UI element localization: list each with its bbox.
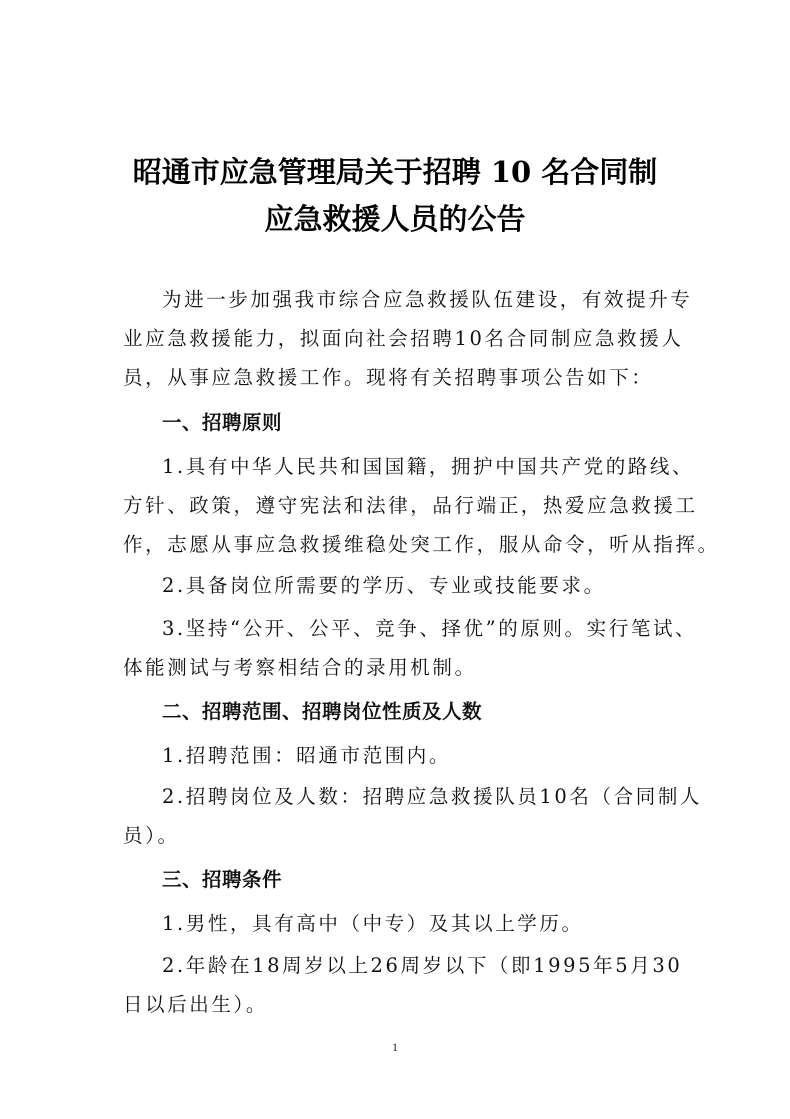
section-heading: 二、招聘范围、招聘岗位性质及人数 <box>162 700 483 723</box>
intro-line: 员，从事应急救援工作。现将有关招聘事项公告如下： <box>123 366 654 389</box>
paragraph-line: 员）。 <box>123 824 180 847</box>
section-heading: 三、招聘条件 <box>162 868 283 891</box>
paragraph-line: 1.具有中华人民共和国国籍，拥护中国共产党的路线、 <box>162 455 695 478</box>
paragraph-line: 1.招聘范围：昭通市范围内。 <box>162 744 452 767</box>
paragraph-line: 2.具备岗位所需要的学历、专业或技能要求。 <box>162 574 606 597</box>
document-title-line-1: 昭通市应急管理局关于招聘 10 名合同制 <box>132 155 658 189</box>
paragraph-line: 3.坚持“公开、公平、竞争、择优”的原则。实行笔试、 <box>162 617 698 640</box>
paragraph-line: 2.年龄在18周岁以上26周岁以下（即1995年5月30 <box>162 954 683 977</box>
page-number: 1 <box>392 1040 398 1054</box>
paragraph-line: 2.招聘岗位及人数：招聘应急救援队员10名（合同制人 <box>162 785 703 808</box>
intro-line: 业应急救援能力，拟面向社会招聘10名合同制应急救援人 <box>123 327 684 350</box>
paragraph-line: 作，志愿从事应急救援维稳处突工作，服从命令，听从指挥。 <box>123 533 720 556</box>
paragraph-line: 方针、政策，遵守宪法和法律，品行端正，热爱应急救援工 <box>123 494 698 517</box>
document-title-line-2: 应急救援人员的公告 <box>264 202 526 236</box>
intro-line: 为进一步加强我市综合应急救援队伍建设，有效提升专 <box>162 288 693 311</box>
paragraph-line: 日以后出生）。 <box>123 993 268 1016</box>
section-heading: 一、招聘原则 <box>162 411 283 434</box>
paragraph-line: 1.男性，具有高中（中专）及其以上学历。 <box>162 912 584 935</box>
paragraph-line: 体能测试与考察相结合的录用机制。 <box>123 656 477 679</box>
